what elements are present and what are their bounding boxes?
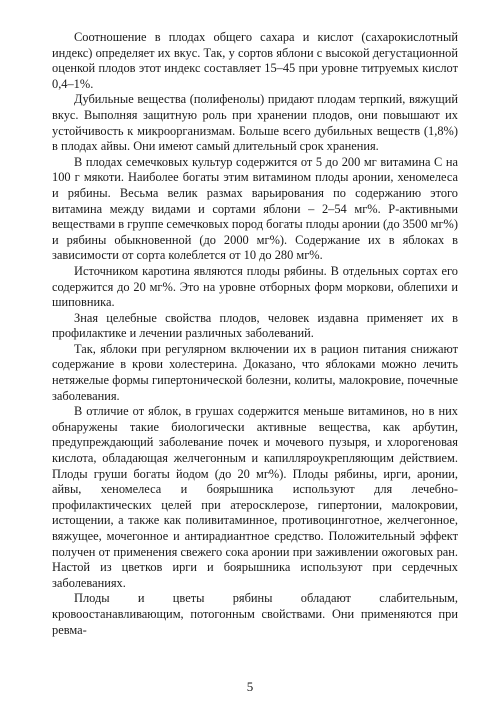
body-text xyxy=(52,30,458,638)
paragraph-5: Зная целебные свойства плодов, человек издавна применяет их в профилактике и лечении различных заболеваний. xyxy=(52,310,458,341)
paragraph-2: Дубильные вещества (полифенолы) придают плодам терпкий, вяжущий вкус. Выполняя защитную роль при хранении плодов, они повышают их устойчивость к микроорганизмам. Больше всего дубильных веществ (1,8%) в плодах айвы. Они имеют самый длительный срок хранения. xyxy=(52,92,458,154)
paragraph-4: Источником каротина являются плоды рябины. В отдельных сортах его содержится до 20 мг%. Это на уровне отборных форм моркови, облепихи и шиповника. xyxy=(52,263,458,310)
paragraph-1: Соотношение в плодах общего сахара и кислот (сахарокислотный индекс) определяет их вкус. Так, у сортов яблони с высокой дегустационной оценкой плодов этот индекс составляет 15–45 при уровне титруемых кислот 0,4–1%. xyxy=(52,30,458,91)
paragraph-6: Так, яблоки при регулярном включении их в рацион питания снижают содержание в крови холестерина. Доказано, что яблоками можно лечить нетяжелые формы гипертонической болезни, колиты, малокровие, почечные заболевания. xyxy=(52,341,458,403)
paragraph-3: В плодах семечковых культур содержится от 5 до 200 мг витамина С на 100 г мякоти. Наиболее богаты этим витамином плоды аронии, хеномелеса и рябины. Весьма велик размах варьирования по содержанию этого витамина между видами и сортами яблони – 2–54 мг%. Р-активными веществами в группе семечковых пород богаты плоды аронии (до 3500 мг%) и рябины обыкновенной (до 2000 мг%). Содержание их в яблоках в зависимости от сорта колеблется от 10 до 280 мг%. xyxy=(52,154,458,263)
paragraph-7: В отличие от яблок, в грушах содержится меньше витаминов, но в них обнаружены такие биологически активные вещества, как арбутин, предупреждающий заболевание почек и мочевого пузыря, и хлорогеновая кислота, обладающая желчегонным и капилляроукрепляющим действием. Плоды груши богаты йодом (до 20 мг%). Плоды рябины, ирги, аронии, айвы, хеномелеса и боярышника используют для лечебно-профилактических целей при атеросклерозе, гипертонии, малокровии, истощении, а также как поливитаминное, противоцинготное, желчегонное, вяжущее, мочегонное и антирадиантное средство. Положительный эффект получен от применения свежего сока аронии при заживлении ожоговых ран. Настой из цветков ирги и боярышника используют при сердечных заболеваниях. xyxy=(52,404,458,590)
page-number: 5 xyxy=(246,679,254,694)
paragraph-8: Плоды и цветы рябины обладают слабительным, кровоостанавливающим, потогонным свойствами. Они применяются при ревма- xyxy=(52,591,458,637)
